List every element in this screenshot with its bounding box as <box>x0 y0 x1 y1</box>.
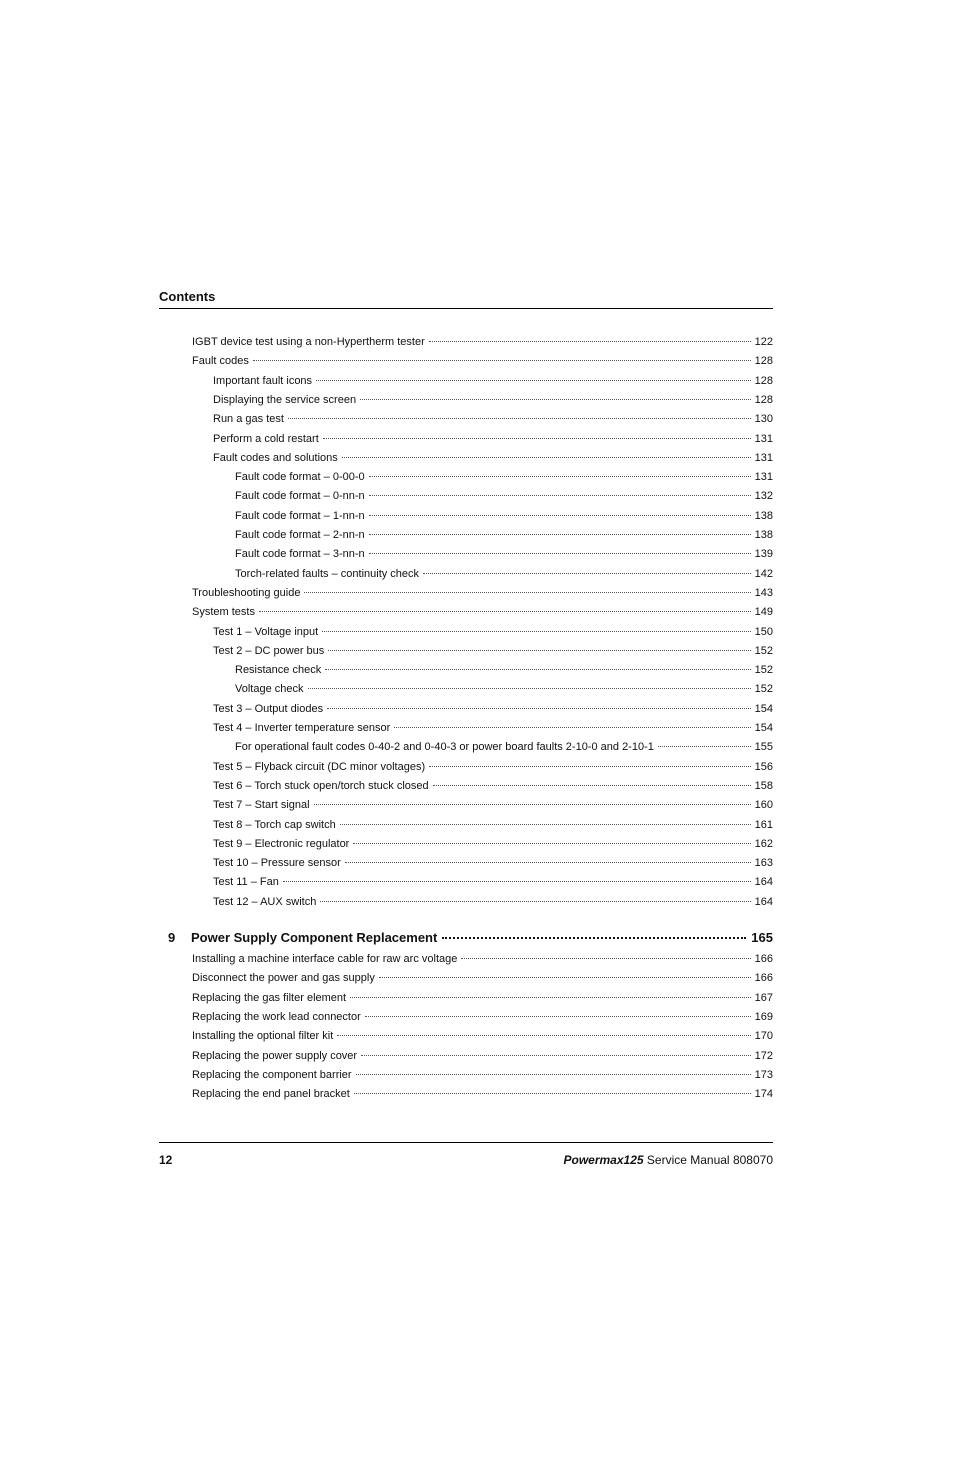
dot-leader <box>283 881 751 882</box>
toc-entry[interactable] <box>235 664 773 677</box>
dot-leader <box>369 495 751 496</box>
toc-entry-title: Replacing the gas filter element <box>192 991 347 1004</box>
toc-entry-title: Test 8 – Torch cap switch <box>213 818 336 831</box>
toc-entry-page: 174 <box>754 1088 773 1101</box>
toc-entry[interactable] <box>235 471 773 484</box>
dot-leader <box>259 611 751 612</box>
toc-entry-title: Torch-related faults – continuity check <box>235 567 420 580</box>
dot-leader <box>288 418 751 419</box>
toc-entry-title: Test 2 – DC power bus <box>213 644 325 657</box>
dot-leader <box>328 650 750 651</box>
toc-entry-page: 173 <box>754 1068 773 1081</box>
dot-leader <box>369 553 751 554</box>
chapter-heading[interactable] <box>168 930 773 945</box>
toc-entry-page: 139 <box>754 548 773 561</box>
dot-leader <box>360 399 751 400</box>
toc-entry[interactable] <box>235 490 773 503</box>
toc-entry[interactable] <box>213 838 773 851</box>
toc-entry[interactable] <box>213 452 773 465</box>
toc-entry[interactable] <box>192 1050 773 1063</box>
toc-entry-title: Test 12 – AUX switch <box>213 895 317 908</box>
dot-leader <box>320 901 750 902</box>
toc-entry-page: 149 <box>754 606 773 619</box>
dot-leader <box>433 785 751 786</box>
dot-leader <box>354 1093 751 1094</box>
toc-entry-title: Test 1 – Voltage input <box>213 625 319 638</box>
toc-entry-title: For operational fault codes 0-40-2 and 0-40-3 or power board faults 2-10-0 and 2-10-1 <box>235 741 654 754</box>
toc-entry-page: 156 <box>754 760 773 773</box>
toc-entry-title: Fault code format – 2-nn-n <box>235 529 365 541</box>
toc-entry-page: 166 <box>754 972 773 985</box>
toc-entry[interactable] <box>213 876 773 889</box>
toc-entry[interactable] <box>192 587 773 600</box>
toc-entry[interactable] <box>192 953 773 966</box>
toc-entry-page: 131 <box>754 471 773 484</box>
toc-entry-title: Test 7 – Start signal <box>213 799 310 812</box>
toc-entry[interactable] <box>192 606 773 619</box>
toc-entry[interactable] <box>192 1030 773 1043</box>
dot-leader <box>461 958 750 959</box>
toc-entry-title: Fault code format – 1-nn-n <box>235 509 365 522</box>
toc-entry-title: Installing the optional filter kit <box>192 1030 334 1043</box>
toc-entry[interactable] <box>213 413 773 426</box>
toc-entry-title: Test 4 – Inverter temperature sensor <box>213 722 391 734</box>
dot-leader <box>658 746 751 747</box>
toc-entry[interactable] <box>213 394 773 407</box>
toc-entry-page: 143 <box>754 586 773 599</box>
dot-leader <box>304 592 750 593</box>
chapter-page: 165 <box>751 930 773 945</box>
footer-doc-info <box>563 1153 773 1167</box>
chapter-number: 9 <box>168 930 176 945</box>
dot-leader <box>323 438 751 439</box>
toc-entry-title: Troubleshooting guide <box>192 586 301 599</box>
dot-leader <box>369 534 751 535</box>
toc-entry-page: 154 <box>754 702 773 715</box>
dot-leader <box>308 688 751 689</box>
toc-entry[interactable] <box>213 896 773 909</box>
toc-entry-title: Voltage check <box>235 683 304 696</box>
footer-doc-number: 808070 <box>732 1153 773 1167</box>
dot-leader <box>365 1016 751 1017</box>
toc-entry-title: Replacing the end panel bracket <box>192 1088 350 1101</box>
toc-entry[interactable] <box>192 972 773 985</box>
toc-entry[interactable] <box>235 548 773 561</box>
dot-leader <box>369 515 751 516</box>
dot-leader <box>345 862 751 863</box>
toc-entry-title: Perform a cold restart <box>213 432 319 445</box>
toc-entry-page: 172 <box>754 1049 773 1062</box>
toc-entry[interactable] <box>235 683 773 696</box>
toc-entry-title: Fault code format – 3-nn-n <box>235 548 365 561</box>
toc-entry-page: 150 <box>754 625 773 638</box>
toc-entry[interactable] <box>213 703 773 716</box>
dot-leader <box>442 937 746 939</box>
dot-leader <box>340 824 751 825</box>
footer-rule <box>159 1142 773 1143</box>
toc-entry[interactable] <box>213 857 773 870</box>
toc-entry[interactable] <box>192 992 773 1005</box>
toc-entry-page: 128 <box>754 393 773 406</box>
toc-entry-title: Fault codes and solutions <box>213 451 338 464</box>
dot-leader <box>342 457 751 458</box>
toc-entry[interactable] <box>192 1088 773 1101</box>
dot-leader <box>316 380 751 381</box>
toc-entry-page: 161 <box>754 818 773 831</box>
toc-entry[interactable] <box>213 819 773 832</box>
toc-entry-page: 131 <box>754 451 773 464</box>
dot-leader <box>325 669 750 670</box>
toc-entry-page: 152 <box>754 644 773 657</box>
toc-entry[interactable] <box>213 780 773 793</box>
toc-entry-title: System tests <box>192 606 255 619</box>
toc-entry[interactable] <box>213 761 773 774</box>
toc-entry-title: Test 6 – Torch stuck open/torch stuck closed <box>213 779 429 792</box>
dot-leader <box>369 476 751 477</box>
toc-entry-title: Run a gas test <box>213 413 284 426</box>
toc-entry-title: Test 9 – Electronic regulator <box>213 837 350 850</box>
dot-leader <box>253 360 751 361</box>
dot-leader <box>314 804 751 805</box>
dot-leader <box>429 766 751 767</box>
toc-entry[interactable] <box>213 645 773 658</box>
header-rule <box>159 308 773 309</box>
toc-entry-title: Fault code format – 0-00-0 <box>235 471 365 484</box>
dot-leader <box>327 708 751 709</box>
toc-entry[interactable] <box>235 741 773 754</box>
toc-entry-title: IGBT device test using a non-Hypertherm tester <box>192 336 425 348</box>
toc-entry-page: 138 <box>754 529 773 541</box>
toc-entry-title: Test 10 – Pressure sensor <box>213 857 341 870</box>
dot-leader <box>379 977 751 978</box>
toc-entry-page: 155 <box>754 741 773 754</box>
dot-leader <box>322 631 750 632</box>
toc-entry-page: 131 <box>754 432 773 445</box>
dot-leader <box>356 1074 751 1075</box>
toc-entry[interactable] <box>213 626 773 639</box>
toc-entry-title: Fault codes <box>192 355 249 368</box>
toc-entry-title: Installing a machine interface cable for raw arc voltage <box>192 953 458 965</box>
dot-leader <box>394 727 750 728</box>
toc-entry-page: 122 <box>754 336 773 348</box>
toc-entry-page: 128 <box>754 355 773 368</box>
toc-entry-page: 152 <box>754 664 773 677</box>
toc-entry-page: 163 <box>754 857 773 870</box>
dot-leader <box>337 1035 750 1036</box>
toc-entry[interactable] <box>235 568 773 581</box>
toc-entry-page: 128 <box>754 374 773 387</box>
toc-entry-page: 142 <box>754 567 773 580</box>
toc-entry-page: 158 <box>754 779 773 792</box>
toc-entry[interactable] <box>213 375 773 388</box>
toc-entry-page: 169 <box>754 1010 773 1023</box>
toc-entry-title: Test 5 – Flyback circuit (DC minor voltages) <box>213 760 426 773</box>
toc-entry[interactable] <box>192 1011 773 1024</box>
footer-brand: Powermax125 <box>563 1153 644 1167</box>
toc-entry-page: 167 <box>754 991 773 1004</box>
page-title: Contents <box>159 289 216 304</box>
toc-entry[interactable] <box>192 1069 773 1082</box>
toc-entry-page: 130 <box>754 413 773 426</box>
toc-entry-page: 166 <box>754 953 773 965</box>
toc-entry[interactable] <box>192 355 773 368</box>
toc-entry[interactable] <box>235 529 773 542</box>
toc-entry-page: 152 <box>754 683 773 696</box>
toc-entry-page: 132 <box>754 490 773 503</box>
toc-entry-title: Resistance check <box>235 664 322 677</box>
toc-entry-title: Test 11 – Fan <box>213 876 279 889</box>
toc-entry-page: 154 <box>754 722 773 734</box>
toc-entry-page: 160 <box>754 799 773 812</box>
dot-leader <box>429 341 751 342</box>
toc-entry-title: Replacing the work lead connector <box>192 1010 361 1023</box>
toc-entry-page: 138 <box>754 509 773 522</box>
dot-leader <box>353 843 750 844</box>
toc-entry[interactable] <box>192 336 773 349</box>
toc-entry-page: 164 <box>754 876 773 889</box>
toc-entry-title: Replacing the component barrier <box>192 1068 352 1081</box>
toc-entry-page: 164 <box>754 895 773 908</box>
toc-entry[interactable] <box>213 433 773 446</box>
toc-entry[interactable] <box>213 722 773 735</box>
toc-entry[interactable] <box>235 510 773 523</box>
footer-manual: Service Manual <box>646 1153 730 1167</box>
dot-leader <box>361 1055 751 1056</box>
toc-entry-title: Fault code format – 0-nn-n <box>235 490 365 503</box>
chapter-title: Power Supply Component Replacement <box>191 930 438 945</box>
dot-leader <box>350 997 751 998</box>
dot-leader <box>423 573 751 574</box>
toc-entry-title: Displaying the service screen <box>213 393 357 406</box>
toc-entry-title: Test 3 – Output diodes <box>213 702 324 715</box>
toc-entry-title: Disconnect the power and gas supply <box>192 972 375 985</box>
footer-page-number: 12 <box>159 1153 173 1167</box>
toc-entry-title: Replacing the power supply cover <box>192 1049 358 1062</box>
toc-entry-title: Important fault icons <box>213 374 313 387</box>
toc-entry-page: 162 <box>754 837 773 850</box>
toc-entry-page: 170 <box>754 1030 773 1043</box>
toc-entry[interactable] <box>213 799 773 812</box>
